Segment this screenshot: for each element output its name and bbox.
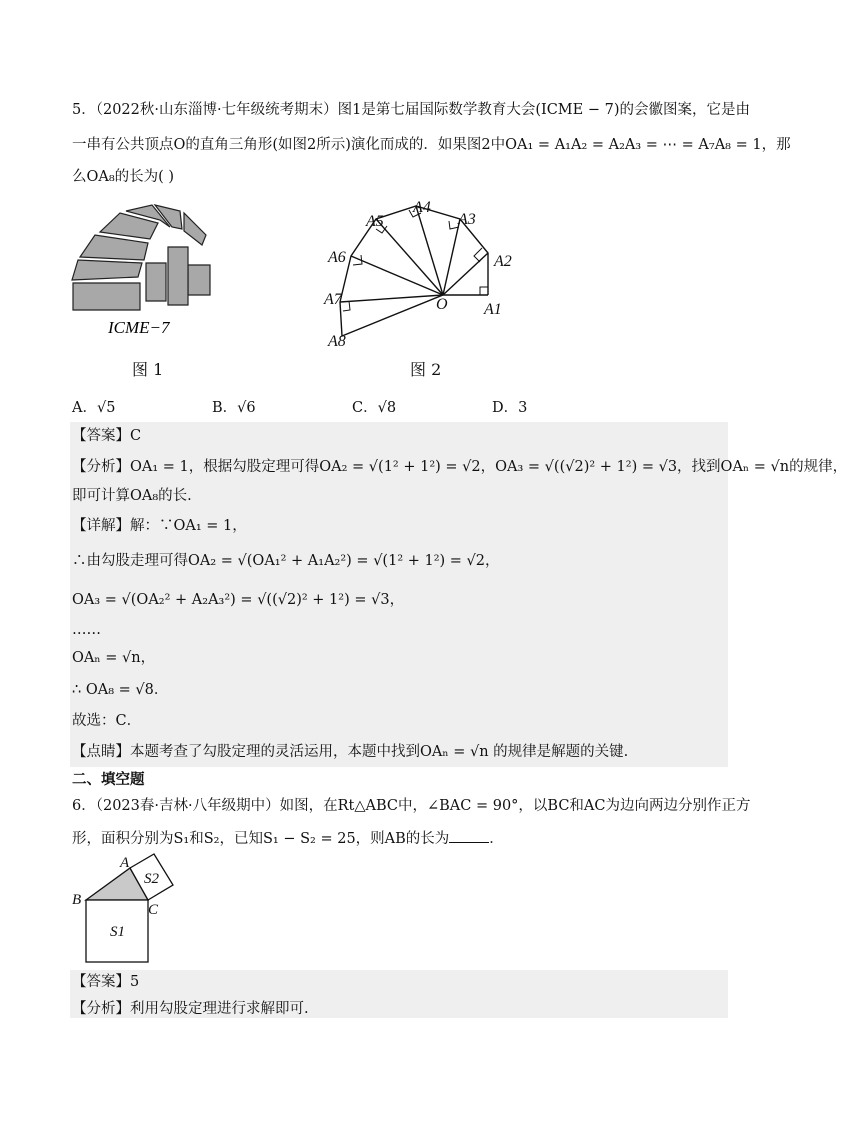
- label-a5: A5: [366, 213, 384, 230]
- spoke-oa5: [376, 219, 443, 295]
- q6-stem-line1: 6．（2023春·吉林·八年级期中）如图，在Rt△ABC中，∠BAC = 90°，以BC和AC为边向两边分别作正方: [72, 798, 751, 814]
- q5-stem-line3: 么OA₈的长为( ): [72, 169, 175, 185]
- option-d[interactable]: D．3: [492, 400, 528, 416]
- q5-analysis-line2: 即可计算OA₈的长.: [72, 488, 192, 504]
- figure-1-icme-emblem: [60, 205, 230, 337]
- label-point-c: C: [148, 902, 159, 918]
- label-a3: A3: [458, 211, 476, 228]
- q5-detail-line4: ……: [72, 622, 101, 638]
- q5-detail-line6: ∴ OA₈ = √8．: [72, 682, 169, 698]
- q6-stem-line2: [72, 828, 504, 849]
- label-o: O: [436, 296, 448, 313]
- q5-analysis-line1: 【分析】OA₁ = 1，根据勾股定理可得OA₂ = √(1² + 1²) = √2，OA₃ = √((√2)² + 1²) = √3，找到OAₙ = √n的规律，: [72, 459, 847, 475]
- label-point-b: B: [72, 892, 82, 908]
- emblem-triangle-10: [146, 263, 166, 301]
- q5-comment: 【点睛】本题考查了勾股定理的灵活运用，本题中找到OAₙ = √n 的规律是解题的关键.: [72, 744, 629, 760]
- emblem-triangle-3: [80, 235, 148, 260]
- label-s2: S2: [144, 871, 159, 887]
- q5-stem-line2: 一串有公共顶点O的直角三角形(如图2所示)演化而成的．如果图2中OA₁ = A₁A₂ = A₂A₃ = ⋯ = A₇A₈ = 1，那: [72, 137, 791, 153]
- spoke-oa4: [416, 206, 443, 295]
- q5-detail-line2: ∴由勾股走理可得OA₂ = √(OA₁² + A₁A₂²) = √(1² + 1²) = √2，: [72, 553, 500, 569]
- label-point-a: A: [120, 855, 130, 871]
- q6-answer: 【答案】5: [72, 974, 140, 990]
- figure-3-squares: [60, 850, 210, 979]
- q6-stem-end: ．: [489, 831, 504, 847]
- q5-stem-line1: 5．（2022秋·山东淄博·七年级统考期末）图1是第七届国际数学教育大会(ICME − 7)的会徽图案，它是由: [72, 102, 750, 118]
- emblem-triangle-2: [72, 260, 142, 280]
- q5-answer: 【答案】C: [72, 428, 142, 444]
- right-angle-a7: [343, 301, 350, 311]
- section-title-fill-in: 二、填空题: [72, 771, 145, 788]
- spoke-oa2: [443, 253, 488, 295]
- q5-detail-line3: OA₃ = √(OA₂² + A₂A₃²) = √((√2)² + 1²) = √3，: [72, 592, 405, 608]
- figure-1-caption: 图 1: [132, 360, 164, 379]
- q5-detail-line7: 故选：C．: [72, 713, 142, 729]
- answer-blank[interactable]: [449, 828, 489, 843]
- emblem-triangle-8: [188, 265, 210, 295]
- q6-stem-text: 形，面积分别为S₁和S₂，已知S₁ − S₂ = 25，则AB的长为: [72, 831, 450, 847]
- figure-2-spiral: [318, 196, 528, 360]
- emblem-triangle-7: [184, 213, 206, 245]
- q5-detail-line1: 【详解】解：∵OA₁ = 1，: [72, 518, 247, 534]
- label-a2: A2: [494, 253, 512, 270]
- q6-analysis: 【分析】利用勾股定理进行求解即可.: [72, 1001, 309, 1017]
- option-a[interactable]: A．√5: [72, 400, 116, 416]
- figure-2-caption: 图 2: [410, 360, 442, 379]
- label-a8: A8: [328, 333, 346, 350]
- label-a4: A4: [413, 199, 431, 216]
- label-a1: A1: [484, 301, 502, 318]
- label-s1: S1: [110, 924, 125, 940]
- spoke-oa3: [443, 219, 460, 295]
- emblem-triangle-9: [168, 247, 188, 305]
- right-angle-a1: [480, 287, 488, 295]
- label-a7: A7: [324, 291, 342, 308]
- spoke-oa6: [351, 256, 443, 295]
- option-c[interactable]: C．√8: [352, 400, 397, 416]
- q5-detail-line5: OAₙ = √n，: [72, 650, 156, 666]
- option-b[interactable]: B．√6: [212, 400, 256, 416]
- label-a6: A6: [328, 249, 346, 266]
- emblem-triangle-1: [73, 283, 140, 310]
- emblem-label: ICME−7: [108, 318, 170, 337]
